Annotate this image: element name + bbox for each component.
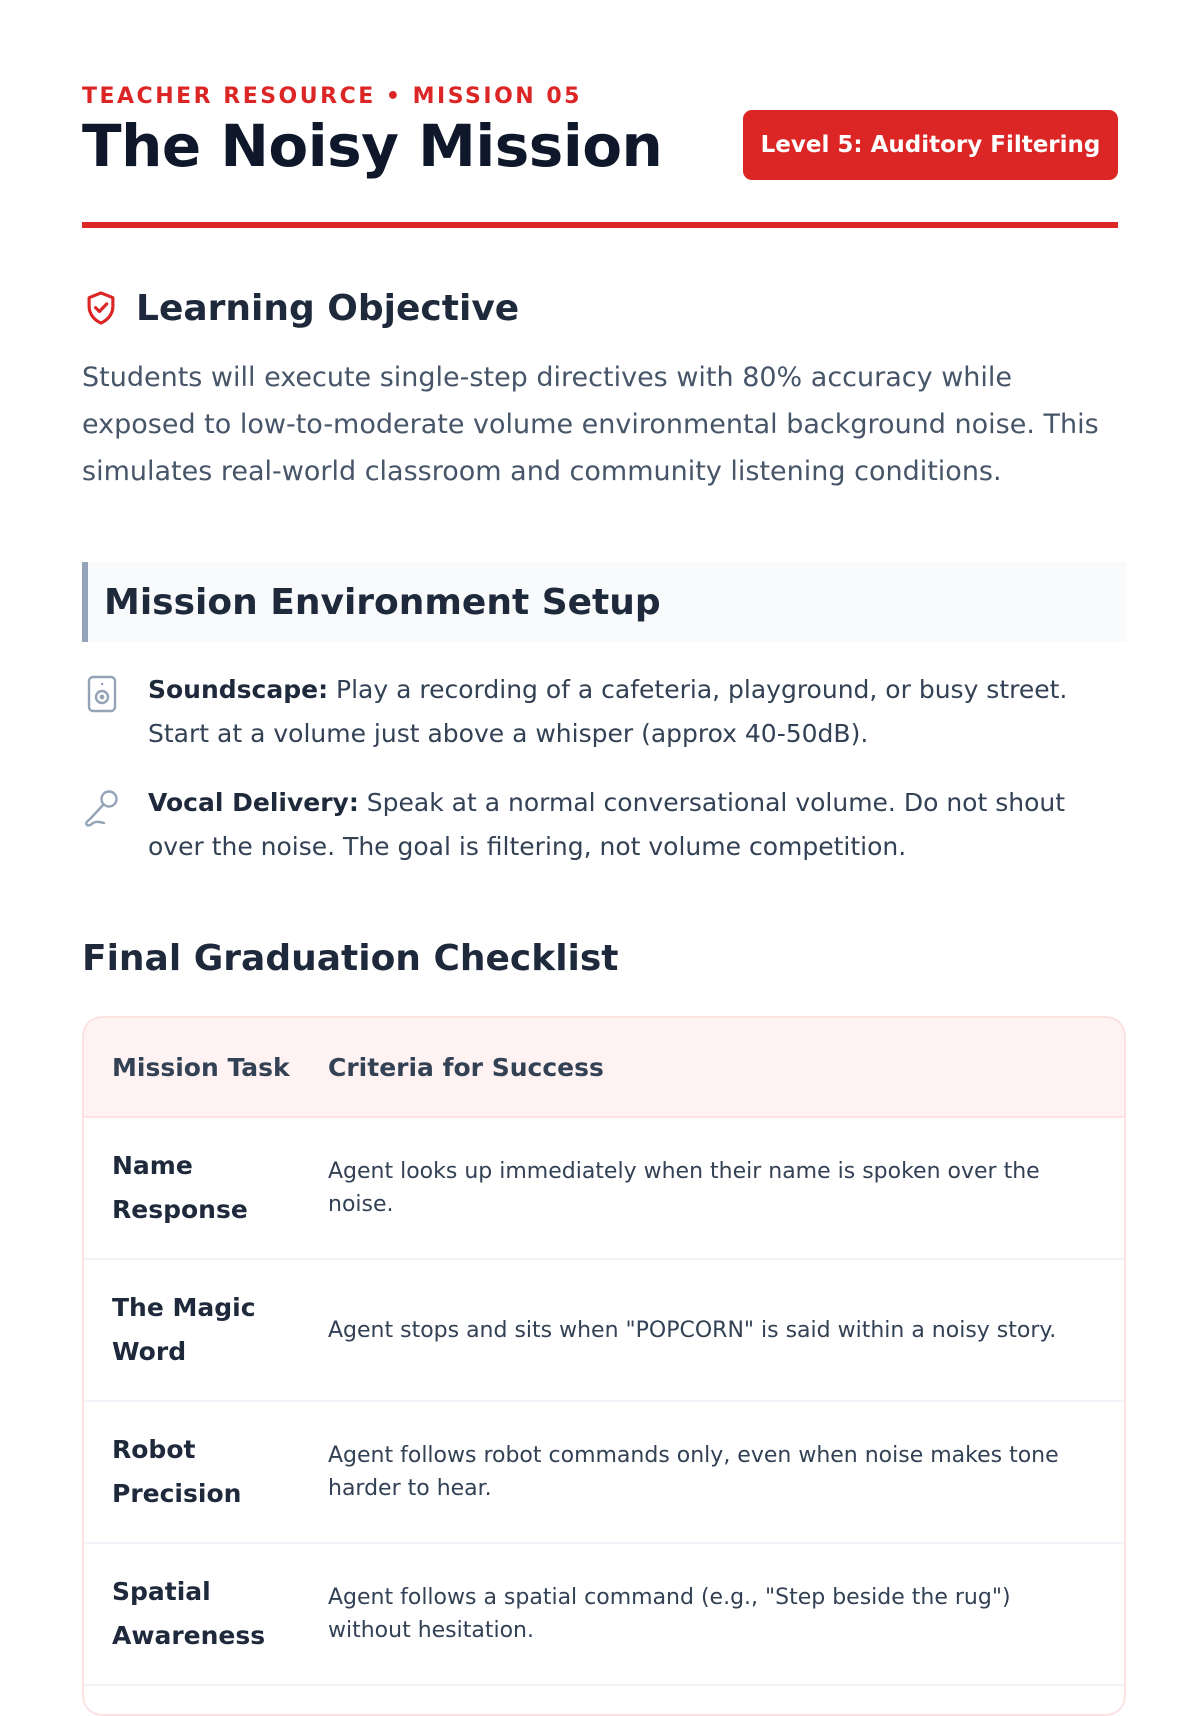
eyebrow-label: TEACHER RESOURCE • MISSION 05 xyxy=(82,84,582,109)
table-row xyxy=(84,1402,1124,1544)
task-cell: Name Response xyxy=(112,1151,248,1224)
page-title: The Noisy Mission xyxy=(82,112,663,180)
task-cell: The Magic Word xyxy=(112,1293,256,1366)
table-row xyxy=(84,1544,1124,1686)
criteria-cell: Agent follows a spatial command (e.g., "Step beside the rug") without hesitation. xyxy=(328,1585,1011,1643)
learning-objective-section xyxy=(82,284,1118,495)
column-header-criteria: Criteria for Success xyxy=(328,1052,604,1082)
graduation-checklist-table xyxy=(82,1016,1126,1716)
learning-objective-text: Students will execute single-step directives with 80% accuracy while exposed to low-to-moderate volume environmental background noise. This simulates real-world classroom and community listening conditions. xyxy=(82,362,1099,487)
vocal-delivery-label: Vocal Delivery: xyxy=(148,788,359,817)
vocal-delivery-text: Speak at a normal conversational volume. Do not shout over the noise. The goal is filtering, not volume competition. xyxy=(148,788,1066,861)
task-cell: Robot Precision xyxy=(112,1435,242,1508)
learning-objective-heading: Learning Objective xyxy=(136,287,520,329)
task-cell: Spatial Awareness xyxy=(112,1577,266,1650)
table-header-row xyxy=(84,1018,1124,1118)
environment-setup-header xyxy=(82,562,1126,642)
speaker-icon xyxy=(82,674,122,714)
criteria-cell: Agent follows robot commands only, even when noise makes tone harder to hear. xyxy=(328,1443,1059,1501)
soundscape-text: Play a recording of a cafeteria, playground, or busy street. Start at a volume just above a whisper (approx 40-50dB). xyxy=(148,675,1068,748)
criteria-cell: Agent stops and sits when "POPCORN" is said within a noisy story. xyxy=(328,1317,1057,1343)
level-badge: Level 5: Auditory Filtering xyxy=(743,110,1118,180)
environment-item-vocal-delivery xyxy=(82,781,1126,869)
criteria-cell: Agent looks up immediately when their name is spoken over the noise. xyxy=(328,1159,1040,1217)
column-header-mission-task: Mission Task xyxy=(112,1052,290,1082)
environment-setup-heading: Mission Environment Setup xyxy=(104,581,661,623)
environment-item-soundscape xyxy=(82,668,1126,756)
page-header xyxy=(82,0,1118,228)
microphone-icon xyxy=(82,787,122,827)
soundscape-label: Soundscape: xyxy=(148,675,329,704)
shield-check-icon xyxy=(82,289,120,327)
table-row xyxy=(84,1260,1124,1402)
learning-objective-header xyxy=(82,284,1118,332)
graduation-checklist-heading: Final Graduation Checklist xyxy=(82,938,619,979)
table-row xyxy=(84,1118,1124,1260)
